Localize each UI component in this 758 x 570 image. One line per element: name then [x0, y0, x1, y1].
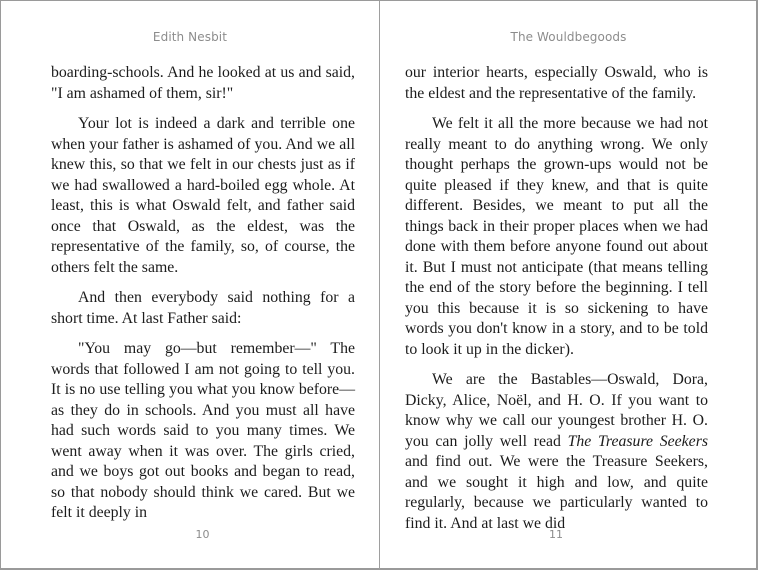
paragraph: our interior hearts, especially Oswald, who is the eldest and the representative of the family. — [405, 64, 708, 102]
author-running-head: Edith Nesbit — [152, 30, 228, 44]
paragraph: We felt it all the more because we had not really meant to do anything wrong. We only thought perhaps the grown-ups would not be quite pleased if they knew, and that is quite different. Besides, we meant to put all the things back in their proper places when we had done with them before anyone found out about it. But I must not anticipate (that means telling the end of the story before the beginning. I tell you this because it is so sickening to have words you don't know in a story, and to be told to look it up in the dicker). — [405, 115, 708, 358]
left-page[interactable] — [1, 1, 379, 567]
paragraph: And then everybody said nothing for a short time. At last Father said: — [51, 289, 355, 327]
right-page[interactable] — [380, 1, 757, 567]
page-number: 11 — [549, 528, 563, 541]
paragraph: Your lot is indeed a dark and terrible one when your father is ashamed of you. And we all knew this, so that we felt in our chests just as if we had swallowed a hard-boiled egg whole. At least, this is what Oswald felt, and father said once that Oswald, as the eldest, was the representative of the family, so, of course, the others felt the same. — [51, 115, 355, 276]
paragraph: "You may go—but remember—" The words that followed I am not going to tell you. It is no use telling you what you know before—as they do in schools. And you must all have had such words said to you many times. We went away when it was over. The girls cried, and we boys got out books and began to read, so that nobody should think we cared. But we felt it deeply in — [51, 340, 355, 521]
paragraph-text: and find out. We were the Treasure Seekers, and we sought it high and low, and quite regularly, because we particularly wanted to find it. And at last we did — [405, 453, 708, 532]
paragraph — [405, 370, 708, 534]
page-number: 10 — [195, 528, 210, 541]
book-title-italic: The Treasure Seekers — [567, 432, 708, 450]
paragraph: boarding-schools. And he looked at us and said, "I am ashamed of them, sir!" — [51, 64, 355, 102]
left-page-text — [51, 63, 355, 524]
right-page-text — [405, 63, 708, 534]
title-running-head: The Wouldbegoods — [510, 30, 627, 44]
paragraph-text: We are the Bastables—Oswald, Dora, Dicky, Alice, Noël, and H. O. If you want to know why we call our youngest brother H. O. you can jolly well read — [405, 371, 708, 450]
